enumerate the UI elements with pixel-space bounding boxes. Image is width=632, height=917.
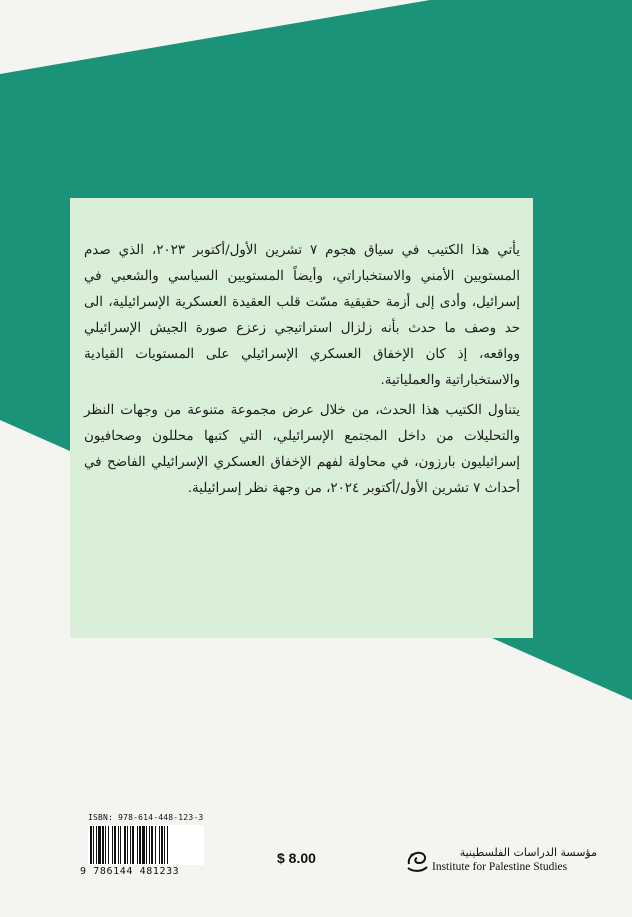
barcode-bar: [120, 826, 121, 864]
barcode-bar: [142, 826, 145, 864]
barcode-bar: [124, 826, 126, 864]
barcode-bar: [132, 826, 134, 864]
price: $ 8.00: [277, 850, 316, 866]
barcode-bar: [164, 826, 165, 864]
barcode-bar: [139, 826, 141, 864]
publisher-imprint: [405, 846, 605, 880]
barcode-bar: [155, 826, 156, 864]
barcode-bar: [127, 826, 128, 864]
barcode-bar: [146, 826, 147, 864]
barcode-bar: [102, 826, 104, 864]
back-cover-blurb: [84, 238, 520, 506]
ips-calligraphic-logo-icon: [405, 848, 429, 874]
isbn-label: ISBN: 978-614-448-123-3: [88, 813, 204, 822]
barcode-bar: [159, 826, 160, 864]
barcode-bar: [90, 826, 92, 864]
barcode-bar: [130, 826, 131, 864]
blurb-paragraph-1: يأتي هذا الكتيب في سياق هجوم ٧ تشرين الأول/أكتوبر ٢٠٢٣، الذي صدم المستويين الأمني والاستخباراتي، وأيضاً المستويين السياسي والشعبي في إسرائيل، وأدى إلى أزمة حقيقية مسّت قلب العقيدة العسكرية الإسرائيلية، الى حد وصف ما حدث بأنه زلزال استراتيجي زعزع صورة الجيش الإسرائيلي وواقعه، إذ كان الإخفاق العسكري الإسرائيلي على المستويات القيادية والاستخباراتية والعملياتية.: [84, 243, 520, 388]
barcode-bar: [118, 826, 119, 864]
barcode-bar: [149, 826, 150, 864]
isbn-digits: 9 786144 481233: [80, 866, 180, 877]
blurb-paragraph-2: يتناول الكتيب هذا الحدث، من خلال عرض مجموعة متنوعة من وجهات النظر والتحليلات من داخل المجتمع الإسرائيلي، التي كتبها محللون وصحافيون إسرائيليون بارزون، في محاولة لفهم الإخفاق العسكري الإسرائيلي الفاضح في أحداث ٧ تشرين الأول/أكتوبر ٢٠٢٤، من وجهة نظر إسرائيلية.: [84, 403, 520, 496]
barcode-bar: [167, 826, 168, 864]
barcode-bar: [108, 826, 109, 864]
barcode-bar: [96, 826, 97, 864]
barcode-bar: [98, 826, 101, 864]
barcode-bar: [105, 826, 106, 864]
publisher-name-english: Institute for Palestine Studies: [432, 861, 568, 873]
publisher-name-arabic: مؤسسة الدراسات الفلسطينية: [459, 846, 597, 859]
isbn-barcode: [88, 825, 204, 865]
barcode-bar: [161, 826, 163, 864]
barcode-bar: [112, 826, 113, 864]
barcode-bar: [93, 826, 94, 864]
barcode-bar: [151, 826, 153, 864]
barcode-bar: [137, 826, 138, 864]
barcode-bar: [114, 826, 116, 864]
